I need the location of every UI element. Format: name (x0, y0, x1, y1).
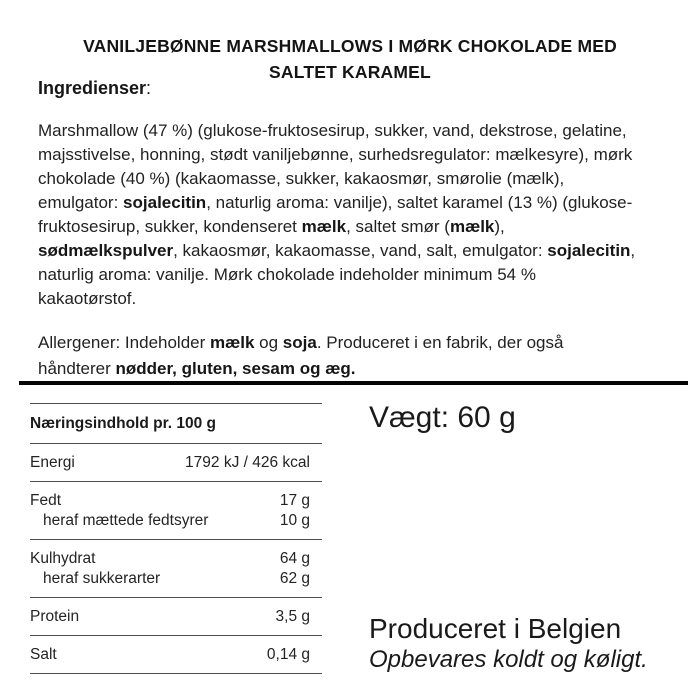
allergen-highlight: sojalecitin (547, 241, 631, 260)
text-segment: fruktosesirup, sukker, kondenseret (38, 217, 302, 236)
text-segment: chokolade (40 %) (kakaomasse, sukker, kakaosmør, smørolie (mælk), (38, 169, 565, 188)
nutrition-row (30, 491, 322, 511)
nutrition-label: Energi (30, 454, 75, 471)
nutrition-label: heraf sukkerarter (43, 570, 161, 587)
nutrition-group (30, 482, 322, 540)
section-divider (19, 381, 688, 385)
text-segment: , kakaosmør, kakaomasse, vand, salt, emulgator: (173, 241, 548, 260)
allergen-highlight: sødmælkspulver (38, 241, 174, 260)
nutrition-table (30, 403, 322, 674)
nutrition-value: 62 g (279, 570, 310, 587)
text-segment: ), (494, 217, 505, 236)
allergen-highlight: mælk (301, 217, 347, 236)
text-segment: emulgator: (38, 193, 124, 212)
text-segment: . Produceret i en fabrik, der også (316, 333, 564, 352)
ingredients-text (38, 119, 683, 311)
nutrition-row (30, 569, 322, 589)
text-segment: majsstivelse, honning, stødt vaniljebønne, surhedsregulator: mælkesyre), mørk (38, 145, 633, 164)
allergen-highlight: soja (282, 333, 317, 352)
nutrition-label: heraf mættede fedtsyrer (43, 512, 209, 529)
nutrition-value: 17 g (279, 492, 310, 509)
nutrition-value: 64 g (279, 550, 310, 567)
allergen-highlight: mælk (210, 333, 255, 352)
product-title-line1: VANILJEBØNNE MARSHMALLOWS I MØRK CHOKOLADE MED (83, 36, 617, 56)
storage-text: Opbevares koldt og køligt. (369, 646, 648, 673)
nutrition-row (30, 549, 322, 569)
allergens-text (38, 330, 683, 382)
nutrition-value: 1792 kJ / 426 kcal (185, 454, 310, 471)
nutrition-row (30, 511, 322, 531)
text-segment: Marshmallow (47 %) (glukose-fruktosesirup, sukker, vand, dekstrose, gelatine, (38, 121, 627, 140)
nutrition-table-body (30, 444, 322, 674)
nutrition-row (30, 645, 322, 665)
text-segment: , (630, 241, 636, 260)
nutrition-row (30, 453, 322, 473)
nutrition-group (30, 444, 322, 482)
nutrition-group (30, 636, 322, 674)
nutrition-group (30, 540, 322, 598)
nutrition-label: Salt (30, 646, 57, 663)
text-segment: Allergener: Indeholder (38, 333, 211, 352)
nutrition-label: Kulhydrat (30, 550, 96, 567)
nutrition-group (30, 598, 322, 636)
nutrition-value: 0,14 g (266, 646, 310, 663)
nutrition-value: 3,5 g (275, 608, 310, 625)
nutrition-label: Protein (30, 608, 80, 625)
product-title-line2: SALTET KARAMEL (269, 62, 431, 82)
nutrition-table-header: Næringsindhold pr. 100 g (30, 403, 322, 444)
nutrition-label: Fedt (30, 492, 62, 509)
ingredients-heading-word: Ingredienser (38, 78, 147, 98)
text-segment: kakaotørstof. (38, 289, 137, 308)
text-segment: naturlig aroma: vanilje. Mørk chokolade indeholder minimum 54 % (38, 265, 536, 284)
allergen-highlight: sojalecitin (123, 193, 207, 212)
nutrition-value: 10 g (279, 512, 310, 529)
ingredients-heading (38, 78, 151, 99)
origin-text: Produceret i Belgien (369, 613, 622, 644)
text-segment: og (254, 333, 283, 352)
text-segment: , saltet smør ( (346, 217, 450, 236)
text-segment: , naturlig aroma: vanilje), saltet karamel (13 %) (glukose- (206, 193, 633, 212)
weight-text: Vægt: 60 g (369, 401, 516, 434)
ingredients-heading-colon: : (146, 78, 152, 98)
allergen-highlight: mælk (449, 217, 495, 236)
allergen-highlight: nødder, gluten, sesam og æg. (115, 359, 356, 378)
text-segment: håndterer (38, 359, 116, 378)
nutrition-row (30, 607, 322, 627)
